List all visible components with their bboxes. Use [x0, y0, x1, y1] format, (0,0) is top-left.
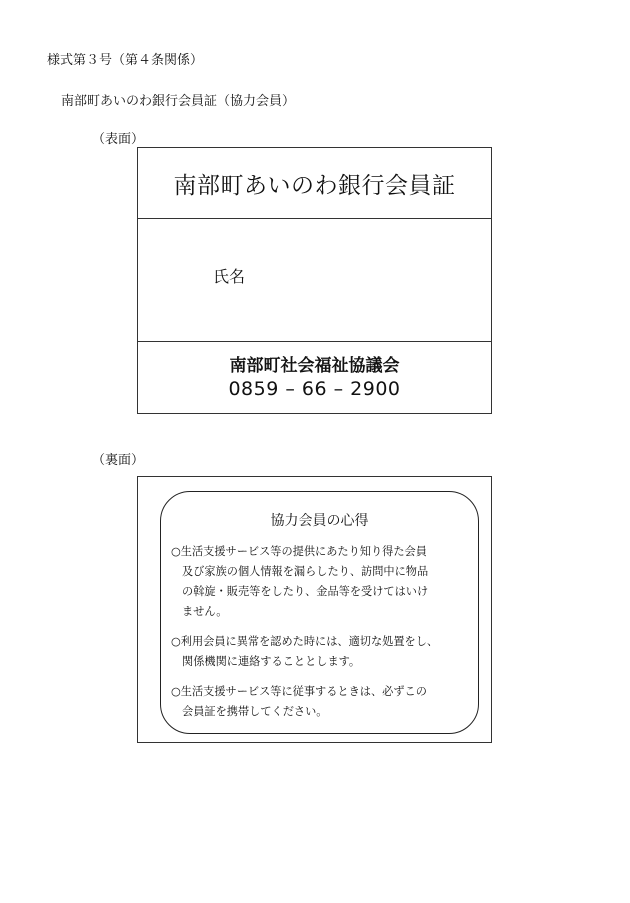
front-side-label: （表面） [92, 132, 145, 147]
card-title: 南部町あいのわ銀行会員証 [138, 148, 491, 219]
rule-line: 関係機関に連絡することとします。 [182, 655, 361, 668]
form-title: 南部町あいのわ銀行会員証（協力会員） [61, 94, 296, 109]
rules-box [160, 491, 479, 734]
card-footer [138, 341, 491, 413]
rule-line: の斡旋・販売等をしたり、金品等を受けてはいけ [182, 585, 429, 598]
rule-line: 及び家族の個人情報を漏らしたり、訪問中に物品 [182, 565, 429, 578]
form-number: 様式第３号（第４条関係） [47, 53, 204, 68]
rule-item [171, 682, 471, 722]
rule-line: ○生活支援サービス等の提供にあたり知り得た会員 [171, 545, 427, 558]
organization-phone: 0859 – 66 – 2900 [228, 377, 401, 400]
member-card-front [137, 147, 492, 414]
rule-line: ○生活支援サービス等に従事するときは、必ずこの [171, 685, 427, 698]
back-side-label: （裏面） [92, 453, 145, 468]
name-label: 氏名 [213, 267, 246, 286]
rule-line: 会員証を携帯してください。 [182, 705, 328, 718]
rules-title: 協力会員の心得 [270, 513, 369, 529]
rule-item [171, 632, 471, 672]
rule-line: ○利用会員に異常を認めた時には、適切な処置をし、 [171, 635, 439, 648]
rule-line: ません。 [182, 605, 228, 618]
member-card-back [137, 476, 492, 743]
rule-item [171, 542, 471, 622]
organization-name: 南部町社会福祉協議会 [229, 355, 400, 376]
